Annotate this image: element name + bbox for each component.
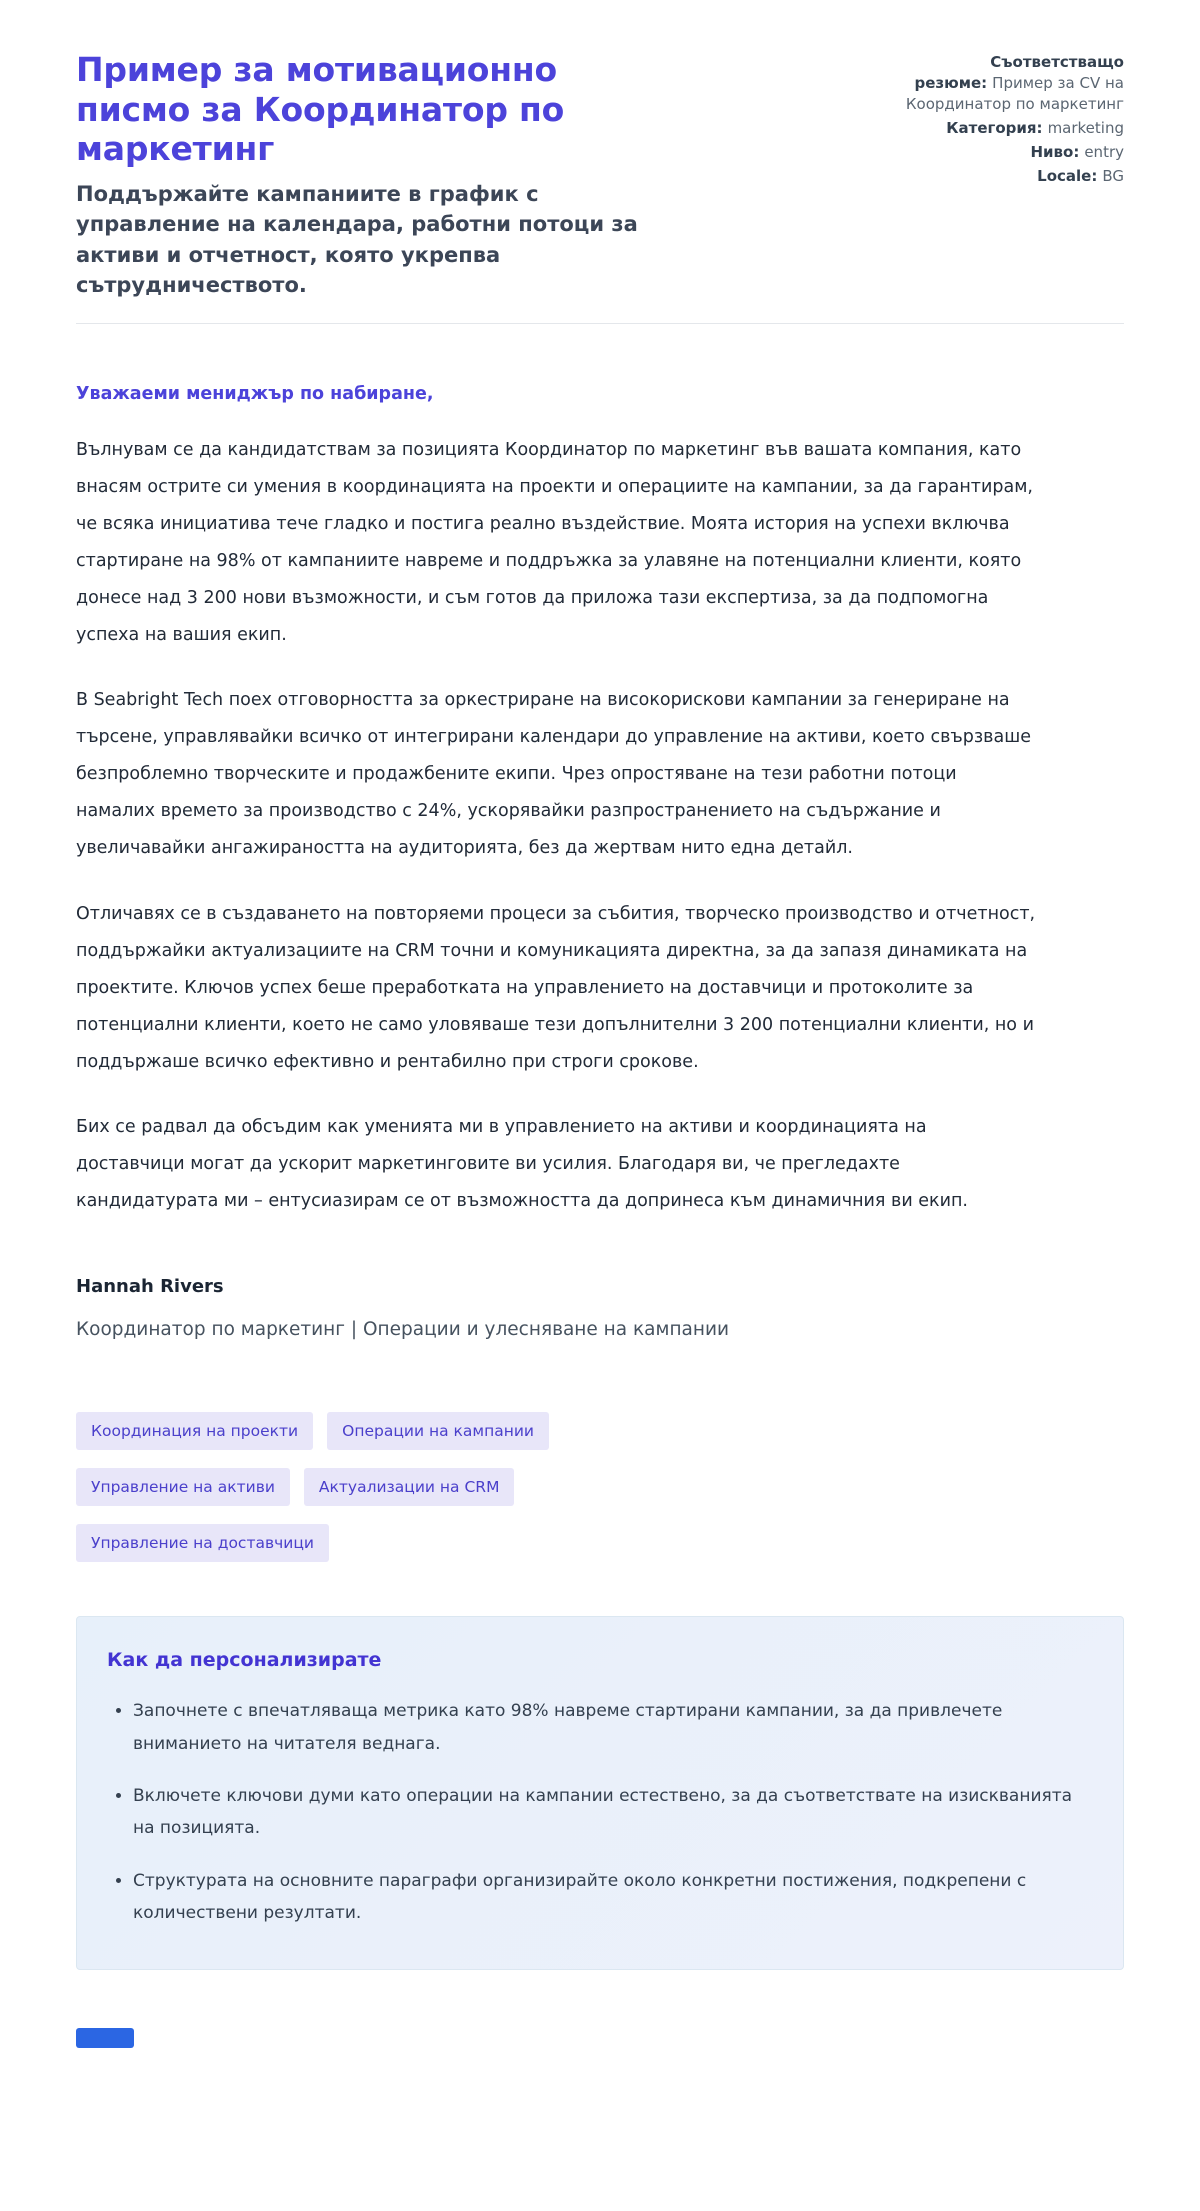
- truncated-button[interactable]: [76, 2028, 134, 2048]
- meta-item-resume: [886, 52, 1124, 115]
- signature-role: Координатор по маркетинг | Операции и улесняване на кампании: [76, 1319, 730, 1341]
- tag-chip: Координация на проекти: [76, 1412, 313, 1450]
- header: [76, 50, 1124, 301]
- meta-panel: [886, 50, 1124, 190]
- page-title: Пример за мотивационно писмо за Координатор по маркетинг: [76, 50, 565, 169]
- signature-name: Hannah Rivers: [76, 1276, 224, 1298]
- meta-item-locale: [886, 166, 1124, 187]
- meta-label: Съответстващо резюме:: [914, 53, 1124, 92]
- tips-box: [76, 1616, 1124, 1970]
- meta-item-category: [886, 118, 1124, 139]
- header-left: [76, 50, 676, 301]
- tip-item: • Започнете с впечатляваща метрика като 98% навреме стартирани кампании, за да привлечете вниманието на читателя веднага.: [133, 1695, 1093, 1760]
- meta-value: Пример за CV на Координатор по маркетинг: [905, 74, 1124, 113]
- tag-list: [76, 1412, 776, 1562]
- letter-greeting: Уважаеми мениджър по набиране,: [76, 383, 434, 404]
- meta-label: Категория:: [946, 119, 1043, 137]
- page-subtitle: Поддържайте кампаниите в график с управление на календара, работни потоци за активи и отчетност, която укрепва сътрудничеството.: [76, 181, 638, 298]
- letter-paragraph: В Seabright Tech поех отговорността за оркестриране на високорискови кампании за генериране на търсене, управлявайки всичко от интегрирани календари до управление на активи, което свързваше безпроблемно творческите и продажбените екипи. Чрез опростяване на тези работни потоци намалих времето за производство с 24%, ускорявайки разпространението на съдържание и увеличавайки ангажираността на аудиторията, без да жертвам нито една детайл.: [76, 690, 1031, 859]
- tag-chip: Актуализации на CRM: [304, 1468, 515, 1506]
- tag-chip: Операции на кампании: [327, 1412, 549, 1450]
- tips-title: Как да персонализирате: [107, 1649, 382, 1672]
- tip-item: • Структурата на основните параграфи организирайте около конкретни постижения, подкрепени с количествени резултати.: [133, 1865, 1093, 1930]
- meta-item-level: [886, 142, 1124, 163]
- letter-paragraph: Отличавях се в създаването на повторяеми процеси за събития, творческо производство и отчетност, поддържайки актуализациите на CRM точни и комуникацията директна, за да запазя динамиката на проектите. Ключов успех беше преработката на управлението на доставчици и протоколите за потенциални клиенти, което не само уловяваше тези допълнителни 3 200 потенциални клиенти, но и поддържаше всичко ефективно и рентабилно при строги срокове.: [76, 903, 1036, 1072]
- divider: [76, 323, 1124, 324]
- letter-paragraph: Вълнувам се да кандидатствам за позицията Координатор по маркетинг във вашата компания, като внасям острите си умения в координацията на проекти и операциите на кампании, за да гарантирам, че всяка инициатива тече гладко и постига реално въздействие. Моята история на успехи включва стартиране на 98% от кампаниите навреме и поддръжка за улавяне на потенциални клиенти, която донесе над 3 200 нови възможности, и съм готов да приложа тази експертиза, за да подпомогна успеха на вашия екип.: [76, 439, 1033, 645]
- tips-list: [107, 1695, 1093, 1929]
- letter-paragraph: Бих се радвал да обсъдим как уменията ми в управлението на активи и координацията на доставчици могат да ускорит маркетинговите ви усилия. Благодаря ви, че прегледахте кандидатурата ми – ентусиазирам се от възможността да допринеса към динамичния ви екип.: [76, 1117, 968, 1212]
- meta-value: BG: [1102, 167, 1124, 185]
- page-container: [76, 0, 1124, 2048]
- tag-chip: Управление на доставчици: [76, 1524, 329, 1562]
- meta-value: entry: [1084, 143, 1124, 161]
- tip-item: • Включете ключови думи като операции на кампании естествено, за да съответствате на изискванията на позицията.: [133, 1780, 1093, 1845]
- letter-body: [76, 384, 1124, 1341]
- tag-chip: Управление на активи: [76, 1468, 290, 1506]
- meta-label: Ниво:: [1030, 143, 1080, 161]
- meta-value: marketing: [1047, 119, 1124, 137]
- meta-label: Locale:: [1037, 167, 1098, 185]
